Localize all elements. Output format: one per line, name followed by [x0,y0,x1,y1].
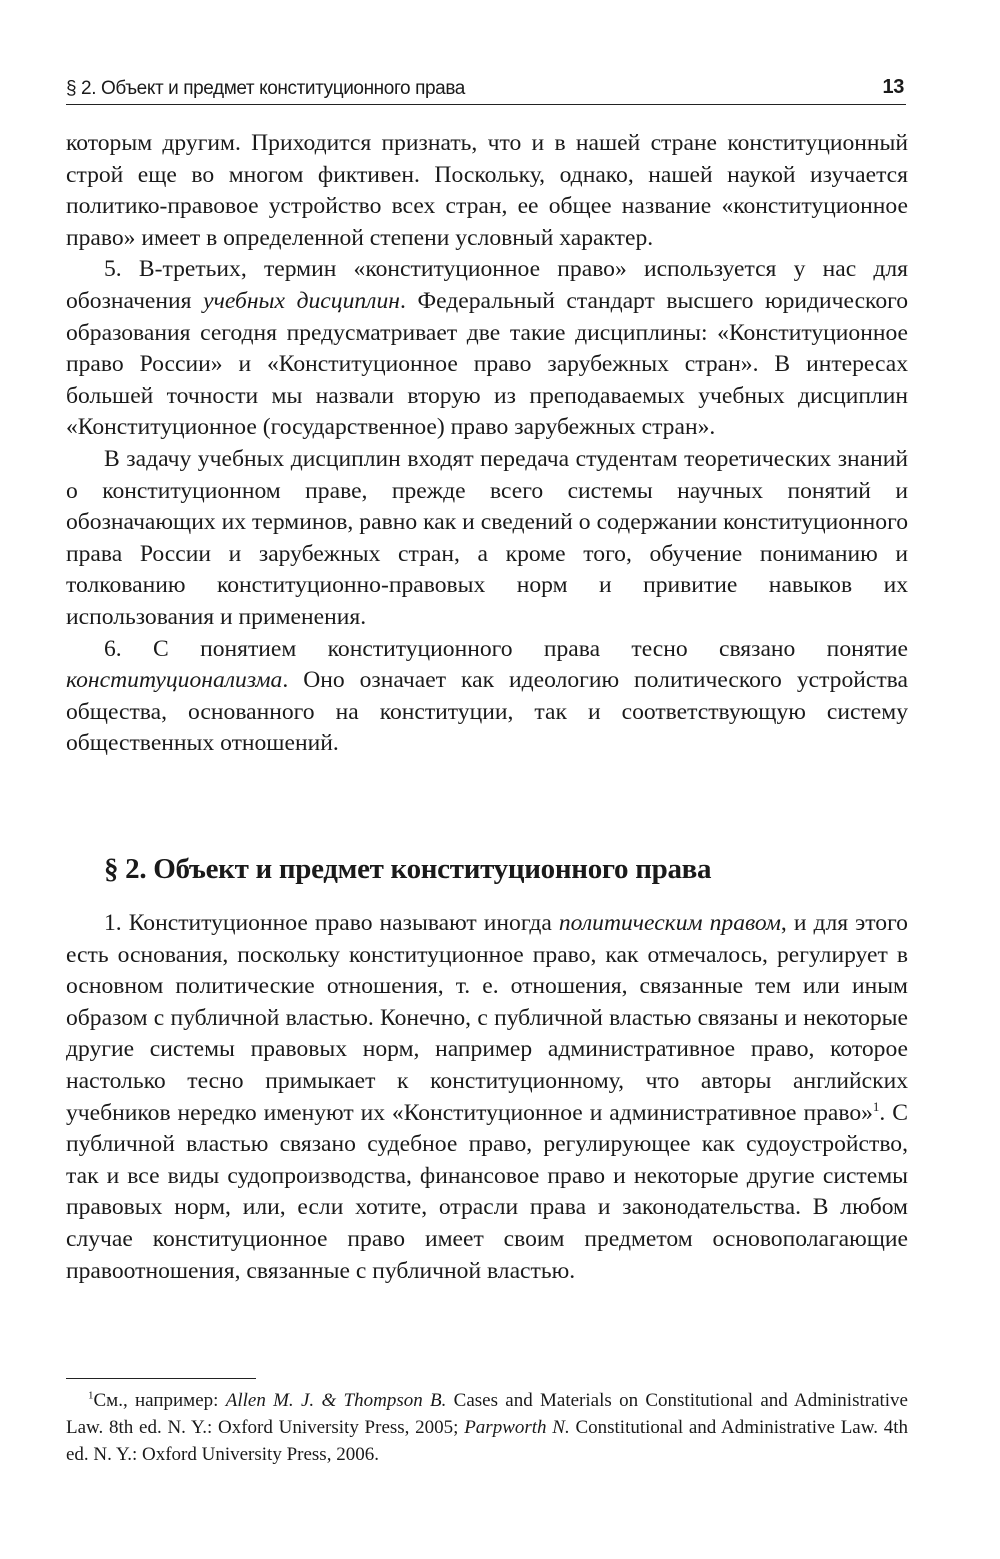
body-text [66,128,908,760]
emphasis-term: учебных дисциплин [203,287,400,314]
running-head [66,76,906,105]
footnote-divider [66,1378,256,1379]
paragraph-text: которым другим. Приходится признать, что и в нашей стране конституционный строй еще во многом фиктивен. Поскольку, однако, нашей наукой изучается политико-правовое устройство всех стран, ее общее название «конституционное право» имеет в определенной степени условный характер. [66,130,908,251]
footnote-author: Allen M. J. & Thompson B. [225,1390,447,1411]
footnote-text: Cases and Materials on Constitutional and Administrative Law. 8th ed. N. Y.: Oxford University Press, 2005; [66,1390,908,1438]
footnote-lead: См., например: [93,1390,226,1411]
footnote-reference[interactable]: 1 [872,1098,880,1114]
paragraph-5 [66,254,908,444]
paragraph-text: . Федеральный стандарт высшего юридического образования сегодня предусматривает две такие дисциплины: «Конституционное право России» и «Конституционное право зарубежных стран». В интересах большей точности мы назвали вторую из преподаваемых учебных дисциплин «Конституционное (государственное) право зарубежных стран». [66,287,908,441]
footnote-author: Parpworth N. [464,1417,570,1438]
emphasis-term: политическим правом [558,910,781,936]
running-head-title: § 2. Объект и предмет конституционного права [66,78,465,99]
paragraph-continued [66,128,908,254]
paragraph-text: 5. В-третьих, термин «конституционное право» используется у нас для обозначения [66,256,908,314]
footnote-marker: 1 [88,1389,94,1402]
paragraph-text: 6. С понятием конституционного права тесно связано понятие [104,635,908,662]
section-heading: § 2. Объект и предмет конституционного права [104,853,712,885]
paragraph-text: В задачу учебных дисциплин входят передача студентам теоретических знаний о конституционном праве, прежде всего системы научных понятий и обозначающих их терминов, равно как и сведений о содержании конституционного права России и зарубежных стран, а кроме того, обучение пониманию и толкованию конституционно-правовых норм и привитие навыков их использования и применения. [66,445,908,630]
section-paragraph-1 [66,908,908,1287]
footnote-text: Constitutional and Administrative Law. 4th ed. N. Y.: Oxford University Press, 2006. [66,1417,908,1465]
paragraph-text: , и для этого есть основания, поскольку конституционное право, как отмечалось, регулирует в основном политические отношения, т. е. отношения, связанные тем или иным образом с публичной властью. Конечно, с публичной властью связаны и некоторые другие системы правовых норм, например административное право, которое настолько тесно примыкает к конституционному, что авторы английских учебников нередко именуют их «Конституционное и административное право» [66,910,908,1126]
section-body [66,908,908,1287]
paragraph-text: 1. Конституционное право называют иногда [104,910,559,936]
paragraph-text: . Оно означает как идеологию политического устройства общества, основанного на конституции, так и соответствующую систему общественных отношений. [66,667,908,757]
paragraph-6 [66,634,908,760]
footnote [66,1387,908,1468]
paragraph-text: . С публичной властью связано судебное право, регулирующее как судоустройство, так и все виды судопроизводства, финансовое право и некоторые другие системы правовых норм, или, если хотите, отрасли права и законодательства. В любом случае конституционное право имеет своим предметом основополагающие правоотношения, связанные с публичной властью. [66,1099,908,1284]
page-number: 13 [882,76,904,98]
emphasis-term: конституционализма [66,667,283,694]
paragraph-disciplines [66,444,908,634]
